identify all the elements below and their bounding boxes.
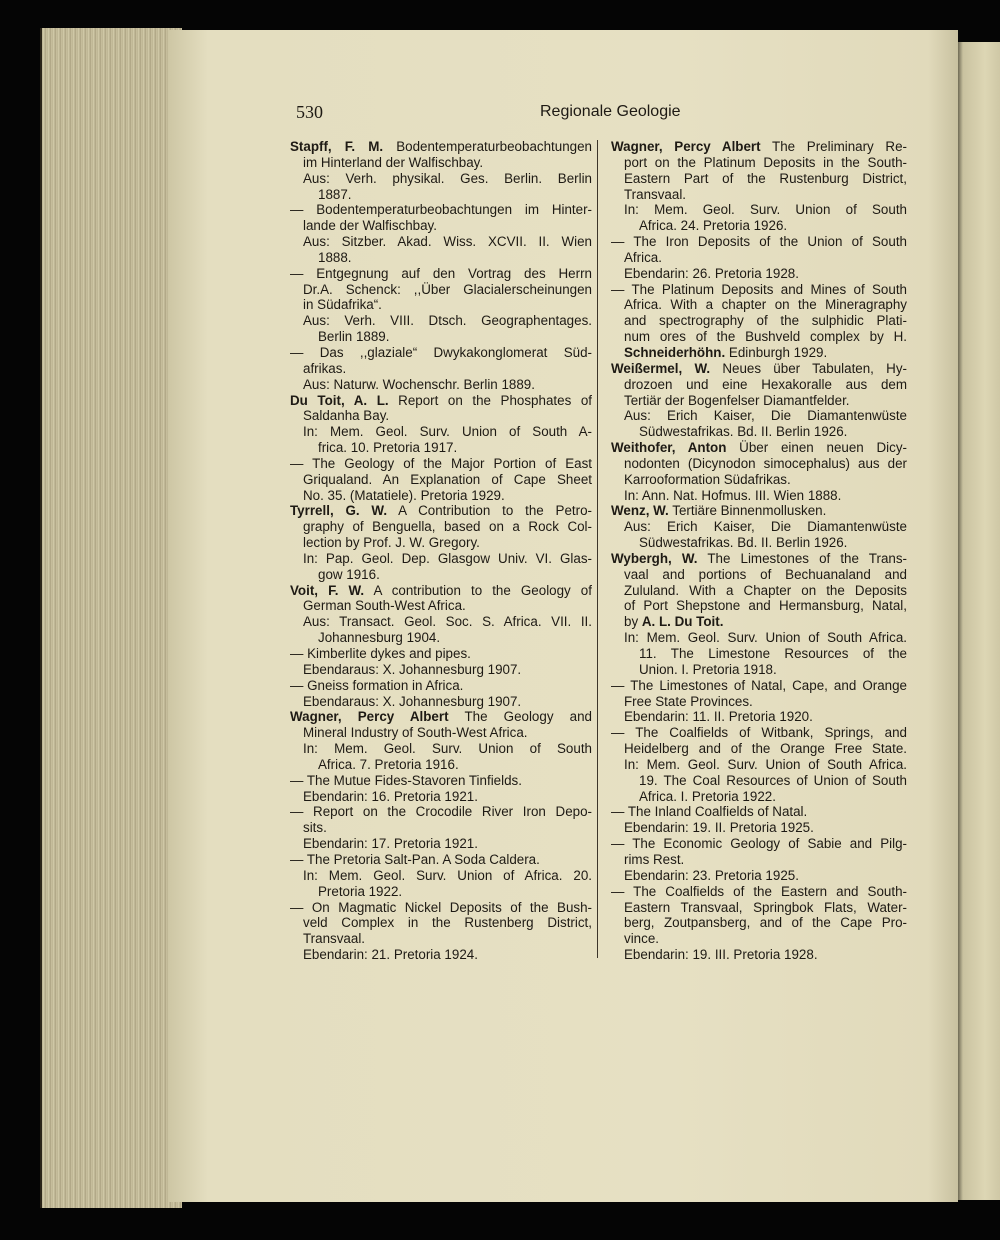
bibliography-line (290, 884, 592, 900)
line-text: Aus: Sitzber. Akad. Wiss. XCVII. II. Wien (303, 234, 592, 250)
bibliography-line (611, 757, 907, 773)
author-name: Wenz, W. (611, 503, 669, 519)
entry-title: Neues über Tabulaten, Hy- (710, 360, 907, 376)
bibliography-line (290, 551, 592, 567)
line-text: Africa. I. Pretoria 1922. (639, 788, 776, 804)
bibliography-line (611, 440, 907, 456)
line-text: — The Geology of the Major Portion of East (290, 455, 592, 471)
bibliography-line (290, 662, 592, 678)
author-name: A. L. Du Toit. (641, 614, 724, 630)
bibliography-line (611, 313, 907, 329)
bibliography-line (611, 519, 907, 535)
bibliography-line (611, 345, 907, 361)
line-text: 19. The Coal Resources of Union of South (639, 772, 907, 788)
line-text: — Das ,,glaziale“ Dwykakonglomerat Süd- (290, 344, 592, 360)
bibliography-line (611, 282, 907, 298)
facing-page-edge (955, 42, 1000, 1200)
bibliography-line (290, 297, 592, 313)
line-text: in Südafrika“. (303, 297, 382, 313)
bibliography-line (611, 598, 907, 614)
bibliography-line (290, 741, 592, 757)
line-text: and spectrography of the sulphidic Plati- (624, 313, 907, 329)
line-text: Eastern Part of the Rustenburg District, (624, 170, 907, 186)
line-text: nodonten (Dicynodon simocephalus) aus der (624, 455, 907, 471)
bibliography-line (611, 789, 907, 805)
line-text: — Gneiss formation in Africa. (290, 677, 464, 693)
bibliography-line (290, 155, 592, 171)
line-text: Aus: Naturw. Wochenschr. Berlin 1889. (303, 376, 535, 392)
entry-title: Report on the Phosphates of (388, 392, 592, 408)
bibliography-line (611, 884, 907, 900)
line-text: — The Coalfields of Witbank, Springs, and (611, 725, 907, 741)
line-text: Pretoria 1922. (318, 883, 403, 899)
line-text: Ebendarin: 23. Pretoria 1925. (624, 867, 799, 883)
line-text: Saldanha Bay. (303, 408, 390, 424)
line-text: Aus: Verh. physikal. Ges. Berlin. Berlin (303, 170, 592, 186)
bibliography-line (290, 852, 592, 868)
bibliography-line (290, 646, 592, 662)
bibliography-line (290, 408, 592, 424)
line-text: — The Economic Geology of Sabie and Pilg- (611, 836, 907, 852)
bibliography-line (290, 773, 592, 789)
bibliography-line (290, 519, 592, 535)
line-text: Ebendaraus: X. Johannesburg 1907. (303, 693, 522, 709)
bibliography-line (611, 377, 907, 393)
entry-title: A Contribution to the Petro- (387, 503, 592, 519)
bibliography-line (290, 789, 592, 805)
running-title: Regionale Geologie (540, 103, 681, 120)
line-text: — The Pretoria Salt-Pan. A Soda Caldera. (290, 851, 540, 867)
author-name: Schneiderhöhn. (624, 344, 726, 360)
bibliography-line (611, 488, 907, 504)
bibliography-line (611, 852, 907, 868)
author-name: Wagner, Percy Albert (611, 139, 761, 154)
line-text: drozoen und eine Hexakoralle aus dem (624, 376, 907, 392)
bibliography-line (611, 725, 907, 741)
entry-title: Über einen neuen Dicy- (726, 440, 907, 456)
bibliography-line (611, 820, 907, 836)
bibliography-line (290, 725, 592, 741)
line-text: In: Ann. Nat. Hofmus. III. Wien 1888. (624, 487, 842, 503)
bibliography-line (290, 440, 592, 456)
bibliography-line (290, 757, 592, 773)
line-text: — The Limestones of Natal, Cape, and Orange (611, 677, 907, 693)
bibliography-line (290, 187, 592, 203)
bibliography-line (611, 915, 907, 931)
bibliography-line (611, 503, 907, 519)
bibliography-line (290, 678, 592, 694)
bibliography-line (290, 139, 592, 155)
bibliography-line (290, 218, 592, 234)
bibliography-column-left (290, 139, 592, 963)
entry-title: Bodentemperaturbeobachtungen (383, 139, 592, 154)
line-text: — Report on the Crocodile River Iron Depo- (290, 804, 592, 820)
entry-title: A contribution to the Geology of (364, 582, 592, 598)
line-text: by (624, 614, 642, 630)
bibliography-line (290, 709, 592, 725)
bibliography-line (611, 472, 907, 488)
bibliography-line (611, 709, 907, 725)
line-text: of Port Shepstone and Hermansburg, Natal, (624, 598, 907, 614)
bibliography-line (611, 551, 907, 567)
author-name: Wagner, Percy Albert (290, 709, 449, 725)
page-number: 530 (296, 102, 323, 122)
line-text: — The Mutue Fides-Stavoren Tinfields. (290, 772, 522, 788)
bibliography-line (611, 741, 907, 757)
bibliography-line (611, 947, 907, 963)
bibliography-line (611, 155, 907, 171)
line-text: port on the Platinum Deposits in the South- (624, 154, 907, 170)
bibliography-line (290, 567, 592, 583)
line-text: — On Magmatic Nickel Deposits of the Bush- (290, 899, 592, 915)
bibliography-line (290, 456, 592, 472)
line-text: German South-West Africa. (303, 598, 466, 614)
line-text: — Kimberlite dykes and pipes. (290, 646, 471, 661)
line-text: Heidelberg and of the Orange Free State. (624, 741, 907, 757)
line-text: — The Coalfields of the Eastern and South- (611, 883, 907, 899)
line-text: Berlin 1889. (318, 329, 390, 345)
line-text: afrikas. (303, 360, 347, 376)
line-text: berg, Zoutpansberg, and of the Cape Pro- (624, 915, 907, 931)
line-text: In: Mem. Geol. Surv. Union of South (303, 741, 592, 757)
line-text: Ebendarin: 19. II. Pretoria 1925. (624, 820, 814, 836)
bibliography-line (611, 456, 907, 472)
bibliography-line (611, 773, 907, 789)
author-name: Du Toit, A. L. (290, 392, 389, 408)
bibliography-line (611, 868, 907, 884)
line-text: Tertiär der Bogenfelser Diamantfelder. (624, 392, 850, 408)
line-text: 11. The Limestone Resources of the (639, 646, 907, 661)
bibliography-line (290, 234, 592, 250)
line-text: im Hinterland der Walfischbay. (303, 154, 484, 170)
bibliography-line (290, 250, 592, 266)
bibliography-line (611, 804, 907, 820)
bibliography-line (290, 630, 592, 646)
bibliography-line (290, 931, 592, 947)
line-text: lande der Walfischbay. (303, 218, 437, 234)
author-name: Stapff, F. M. (290, 139, 384, 154)
bibliography-line (290, 535, 592, 551)
bibliography-line (611, 931, 907, 947)
bibliography-line (290, 361, 592, 377)
line-text: Dr.A. Schenck: ,,Über Glacialerscheinungen (303, 281, 592, 297)
page-header (296, 102, 936, 126)
bibliography-line (290, 947, 592, 963)
entry-title: The Limestones of the Trans- (697, 550, 907, 566)
bibliography-line (611, 535, 907, 551)
bibliography-line (611, 662, 907, 678)
bibliography-line (611, 250, 907, 266)
line-text: graphy of Benguella, based on a Rock Col- (303, 519, 592, 535)
bibliography-line (611, 583, 907, 599)
column-divider (597, 140, 598, 958)
line-text: Africa. 24. Pretoria 1926. (639, 218, 788, 234)
entry-title: The Geology and (448, 709, 593, 725)
line-text: In: Mem. Geol. Surv. Union of South (624, 202, 907, 218)
bibliography-line (290, 329, 592, 345)
bibliography-line (290, 503, 592, 519)
line-text: Aus: Erich Kaiser, Die Diamantenwüste (624, 519, 907, 535)
bibliography-line (290, 202, 592, 218)
entry-title: Tertiäre Binnenmollusken. (668, 503, 827, 519)
line-text: In: Mem. Geol. Surv. Union of South Africa. (624, 630, 907, 646)
line-text: — Bodentemperaturbeobachtungen im Hinter- (290, 202, 592, 218)
bibliography-line (611, 408, 907, 424)
line-text: Transvaal. (303, 931, 366, 947)
line-text: 1887. (318, 186, 352, 202)
bibliography-line (611, 630, 907, 646)
line-text: rims Rest. (624, 851, 685, 867)
bibliography-line (611, 678, 907, 694)
bibliography-line (290, 915, 592, 931)
bibliography-line (290, 377, 592, 393)
bibliography-line (290, 694, 592, 710)
line-text: Transvaal. (624, 186, 687, 202)
line-text: Mineral Industry of South-West Africa. (303, 725, 528, 741)
bibliography-line (290, 171, 592, 187)
line-text: Griqualand. An Explanation of Cape Sheet (303, 471, 592, 487)
bibliography-line (611, 424, 907, 440)
bibliography-line (290, 488, 592, 504)
author-name: Wybergh, W. (611, 550, 698, 566)
author-name: Voit, F. W. (290, 582, 365, 598)
bibliography-line (290, 393, 592, 409)
line-text: Ebendarin: 21. Pretoria 1924. (303, 947, 478, 963)
bibliography-line (290, 820, 592, 836)
bibliography-line (611, 836, 907, 852)
line-text: frica. 10. Pretoria 1917. (318, 440, 458, 456)
line-text: Südwestafrikas. Bd. II. Berlin 1926. (639, 535, 848, 551)
line-text: Eastern Transvaal, Springbok Flats, Water- (624, 899, 907, 915)
author-name: Weithofer, Anton (611, 440, 727, 456)
line-text: Ebendaraus: X. Johannesburg 1907. (303, 661, 522, 677)
bibliography-line (611, 567, 907, 583)
line-text: Karrooformation Südafrikas. (624, 471, 791, 487)
line-text: Aus: Verh. VIII. Dtsch. Geographentages. (303, 313, 592, 329)
bibliography-line (611, 202, 907, 218)
bibliography-line (611, 187, 907, 203)
bibliography-line (290, 804, 592, 820)
line-text: In: Mem. Geol. Surv. Union of Africa. 20. (303, 867, 592, 883)
bibliography-line (290, 472, 592, 488)
line-text: Union. I. Pretoria 1918. (639, 661, 777, 677)
bibliography-line (290, 282, 592, 298)
bibliography-line (611, 218, 907, 234)
line-text: veld Complex in the Rustenberg District, (303, 915, 592, 931)
line-text: Ebendarin: 11. II. Pretoria 1920. (624, 709, 813, 725)
bibliography-line (290, 836, 592, 852)
author-name: Weißermel, W. (611, 360, 711, 376)
bibliography-line (290, 424, 592, 440)
line-text: sits. (303, 820, 327, 836)
bibliography-column-right (611, 139, 907, 963)
bibliography-line (611, 393, 907, 409)
line-text: Africa. 7. Pretoria 1916. (318, 756, 459, 772)
line-text: Südwestafrikas. Bd. II. Berlin 1926. (639, 424, 848, 440)
line-text: Aus: Erich Kaiser, Die Diamantenwüste (624, 408, 907, 424)
line-text: No. 35. (Matatiele). Pretoria 1929. (303, 487, 505, 503)
line-text: — The Iron Deposits of the Union of South (611, 234, 907, 250)
bibliography-line (290, 900, 592, 916)
bibliography-line (290, 313, 592, 329)
line-text: Johannesburg 1904. (318, 630, 441, 646)
line-text: — Entgegnung auf den Vortrag des Herrn (290, 265, 592, 281)
bibliography-line (611, 646, 907, 662)
line-text: Ebendarin: 26. Pretoria 1928. (624, 265, 799, 281)
book-page-edges (40, 28, 182, 1208)
line-text: In: Pap. Geol. Dep. Glasgow Univ. VI. Glas- (303, 550, 592, 566)
line-text: In: Mem. Geol. Surv. Union of South Africa. (624, 756, 907, 772)
line-text: Ebendarin: 16. Pretoria 1921. (303, 788, 478, 804)
bibliography-line (611, 139, 907, 155)
bibliography-line (611, 614, 907, 630)
line-text: num ores of the Bushveld complex by H. (624, 329, 907, 345)
line-text: Aus: Transact. Geol. Soc. S. Africa. VII. II. (303, 614, 592, 630)
line-text: 1888. (318, 249, 352, 265)
bibliography-line (611, 171, 907, 187)
bibliography-line (611, 266, 907, 282)
bibliography-line (611, 297, 907, 313)
line-text: Africa. (624, 249, 662, 265)
bibliography-line (290, 868, 592, 884)
line-text: — The Platinum Deposits and Mines of South (611, 281, 907, 297)
author-name: Tyrrell, G. W. (290, 503, 388, 519)
bibliography-line (611, 234, 907, 250)
line-text: Ebendarin: 17. Pretoria 1921. (303, 836, 478, 852)
entry-title: The Preliminary Re- (760, 139, 907, 154)
line-text: Free State Provinces. (624, 693, 753, 709)
line-text: gow 1916. (318, 566, 380, 582)
bibliography-line (290, 583, 592, 599)
bibliography-line (290, 345, 592, 361)
line-text: Zululand. With a Chapter on the Deposits (624, 582, 907, 598)
bibliography-line (611, 329, 907, 345)
bibliography-line (290, 598, 592, 614)
line-text: lection by Prof. J. W. Gregory. (303, 535, 480, 551)
entry-title: Edinburgh 1929. (725, 344, 828, 360)
bibliography-line (611, 694, 907, 710)
line-text: Ebendarin: 19. III. Pretoria 1928. (624, 947, 818, 963)
line-text: In: Mem. Geol. Surv. Union of South A- (303, 424, 592, 440)
line-text: vaal and portions of Bechuanaland and (624, 566, 907, 582)
bibliography-line (611, 900, 907, 916)
bibliography-line (611, 361, 907, 377)
line-text: vince. (624, 931, 659, 947)
line-text: Africa. With a chapter on the Mineragraphy (624, 297, 907, 313)
bibliography-line (290, 266, 592, 282)
line-text: — The Inland Coalfields of Natal. (611, 804, 808, 820)
bibliography-line (290, 614, 592, 630)
